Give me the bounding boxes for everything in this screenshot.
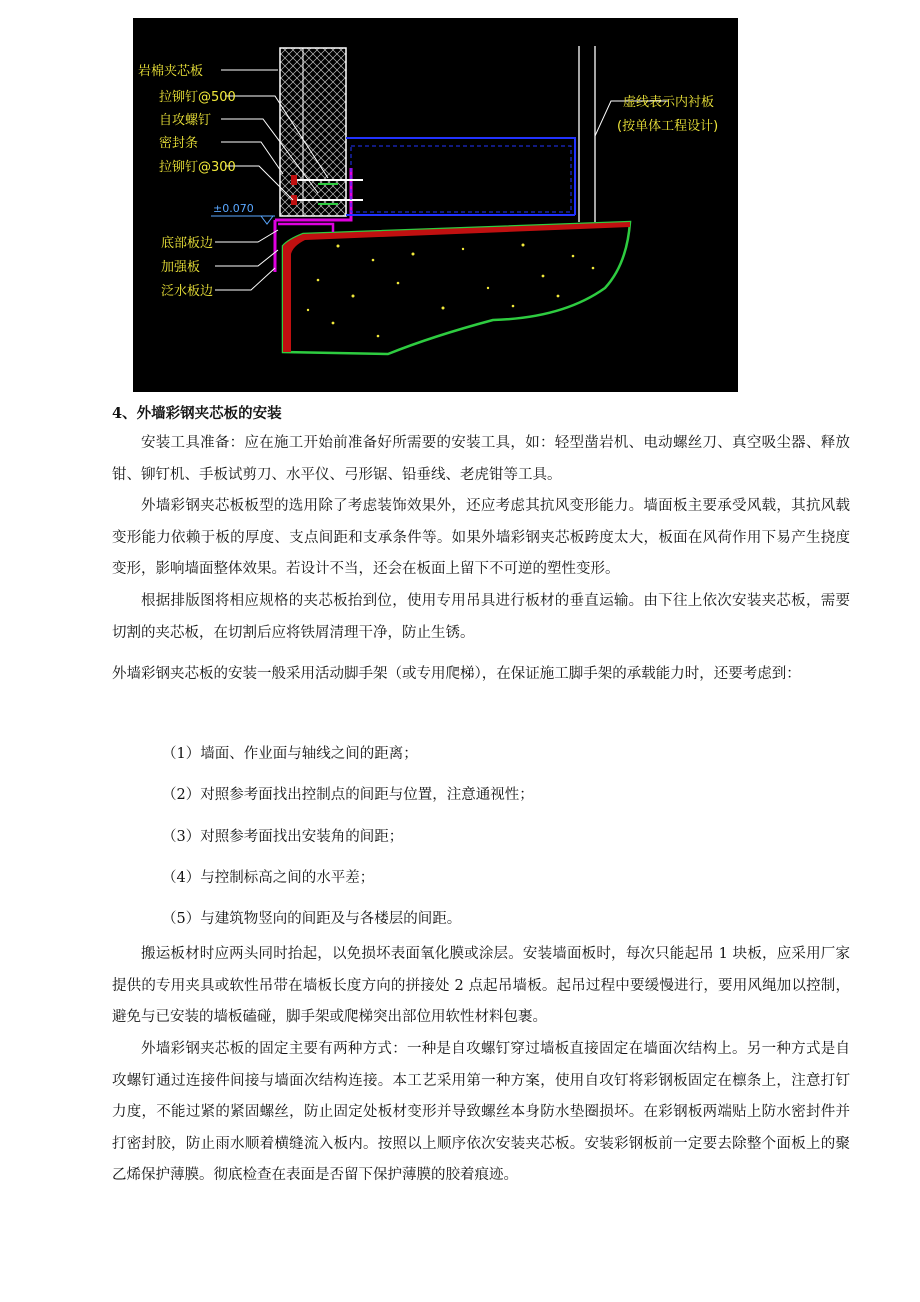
label-elevation: ±0.070 xyxy=(213,202,254,215)
label-inner-lining: 虚线表示内衬板 xyxy=(623,95,715,110)
list-item: （4）与控制标高之间的水平差； xyxy=(162,870,375,886)
paragraph-tools: 安装工具准备：应在施工开始前准备好所需要的安装工具，如：轻型凿岩机、电动螺丝刀、真空吸尘器、释放钳、铆钉机、手板试剪刀、水平仪、弓形锯、铅垂线、老虎钳等工具。 xyxy=(112,435,850,483)
section-heading: 4、外墙彩钢夹芯板的安装 xyxy=(112,405,282,422)
cad-detail-drawing xyxy=(133,18,738,392)
rock-wool-sandwich-panel xyxy=(280,48,346,216)
paragraph-lifting: 根据排版图将相应规格的夹芯板抬到位，使用专用吊具进行板材的垂直运输。由下往上依次安装夹芯板，需要切割的夹芯板，在切割后应将铁屑清理干净，防止生锈。 xyxy=(112,593,850,641)
list-item: （5）与建筑物竖向的间距及与各楼层的间距。 xyxy=(162,911,462,927)
label-reinforcing-plate: 加强板 xyxy=(161,260,201,275)
paragraph-fixing: 外墙彩钢夹芯板的固定主要有两种方式：一种是自攻螺钉穿过墙板直接固定在墙面次结构上。另一种方式是自攻螺钉通过连接件间接与墙面次结构连接。本工艺采用第一种方案，使用自攻钉将彩钢板固定在檩条上，注意打钉力度，不能过紧的紧固螺丝，防止固定处板材变形并导致螺丝本身防水垫圈损坏。在彩钢板两端贴上防水密封件并打密封胶，防止雨水顺着横缝流入板内。按照以上顺序依次安装夹芯板。安装彩钢板前一定要去除整个面板上的聚乙烯保护薄膜。彻底检查在表面是否留下保护薄膜的胶着痕迹。 xyxy=(112,1041,850,1183)
concrete-foundation xyxy=(283,222,630,354)
reinforcing-plate xyxy=(278,224,333,232)
paragraph-scaffold: 外墙彩钢夹芯板的安装一般采用活动脚手架（或专用爬梯），在保证施工脚手架的承载能力时，还要考虑到： xyxy=(112,666,801,682)
label-flashing-edge: 泛水板边 xyxy=(161,284,214,299)
label-rivet-300: 拉铆钉@300 xyxy=(159,160,236,175)
paragraph-panel-selection: 外墙彩钢夹芯板板型的选用除了考虑装饰效果外，还应考虑其抗风变形能力。墙面板主要承受风载，其抗风载变形能力依赖于板的厚度、支点间距和支承条件等。如果外墙彩钢夹芯板跨度太大，板面在风荷作用下易产生挠度变形，影响墙面整体效果。若设计不当，还会在板面上留下不可逆的塑性变形。 xyxy=(112,498,850,577)
label-self-tapping-screw: 自攻螺钉 xyxy=(159,113,212,128)
label-bottom-edge: 底部板边 xyxy=(161,236,214,251)
label-rivet-500: 拉铆钉@500 xyxy=(159,90,236,105)
label-rock-wool-panel: 岩棉夹芯板 xyxy=(138,64,204,79)
paragraph-handling: 搬运板材时应两头同时抬起，以免损坏表面氧化膜或涂层。安装墙面板时，每次只能起吊 1 块板，应采用厂家提供的专用夹具或软性吊带在墙板长度方向的拼接处 2 点起吊墙板。起吊过程中要缓慢进行，要用风绳加以控制，避免与已安装的墙板磕碰，脚手架或爬梯突出部位用软性材料包裹。 xyxy=(112,946,850,1025)
label-seal-strip: 密封条 xyxy=(159,136,199,151)
inner-lining-dashed xyxy=(346,138,575,215)
cad-drawing-canvas xyxy=(133,18,738,392)
list-item: （2）对照参考面找出控制点的间距与位置，注意通视性； xyxy=(162,787,534,803)
list-item: （1）墙面、作业面与轴线之间的距离； xyxy=(162,746,418,762)
label-per-project: (按单体工程设计) xyxy=(617,119,719,134)
list-item: （3）对照参考面找出安装角的间距； xyxy=(162,829,404,845)
